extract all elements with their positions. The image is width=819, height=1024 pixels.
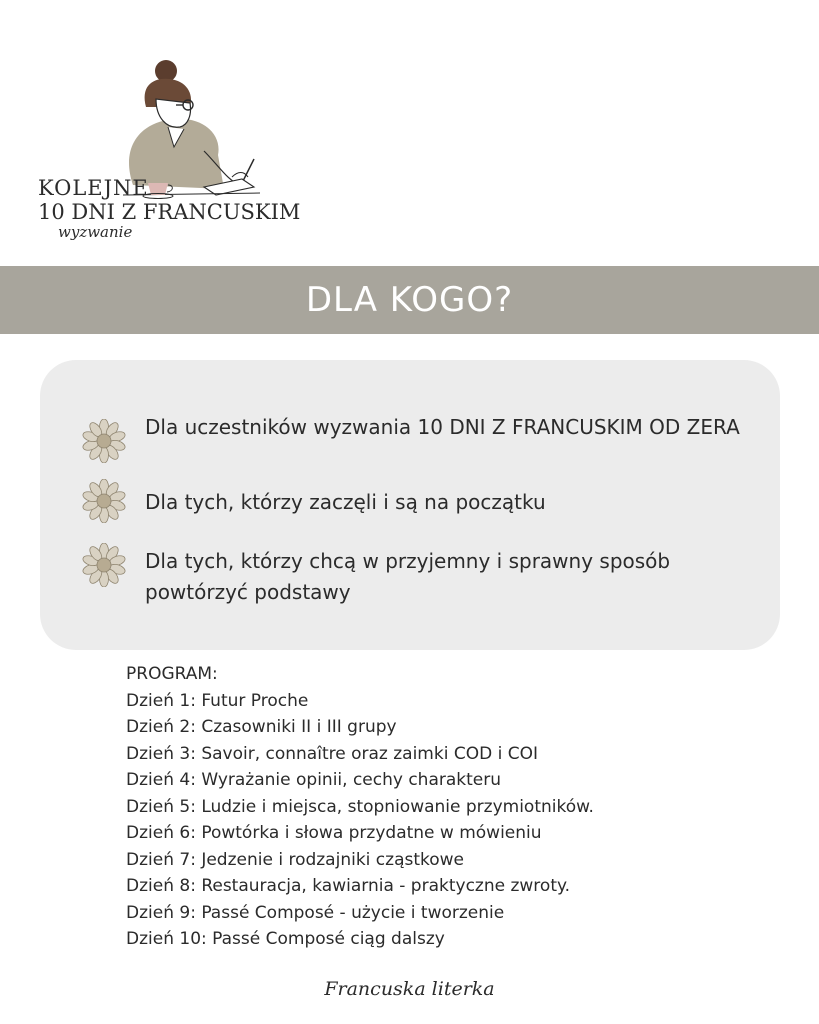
audience-item-text: Dla uczestników wyzwania 10 DNI Z FRANCUSKIM OD ZERA: [145, 415, 740, 439]
audience-item-text: Dla tych, którzy chcą w przyjemny i sprawny sposób powtórzyć podstawy: [145, 549, 671, 604]
program-day: Dzień 2: Czasowniki II i III grupy: [126, 717, 397, 737]
program-day: Dzień 7: Jedzenie i rodzajniki cząstkowe: [126, 849, 465, 870]
logo-line-kolejne: KOLEJNE: [38, 176, 149, 200]
program-day: Dzień 6: Powtórka i słowa przydatne w mówieniu: [126, 823, 542, 843]
daisy-icon: [82, 479, 126, 523]
audience-item-text: Dla tych, którzy zaczęli i są na początku: [145, 490, 546, 514]
program-day: Dzień 10: Passé Composé ciąg dalszy: [126, 929, 445, 949]
program-day: Dzień 5: Ludzie i miejsca, stopniowanie przymiotników.: [126, 796, 594, 817]
brand-signature: Francuska literka: [324, 978, 495, 1000]
challenge-logo: [28, 55, 301, 265]
program-day: Dzień 9: Passé Composé - użycie i tworzenie: [126, 902, 505, 923]
program-list: [126, 661, 776, 953]
program-day: Dzień 3: Savoir, connaître oraz zaimki COD i COI: [126, 743, 538, 764]
section-title: DLA KOGO?: [305, 280, 514, 320]
program-day: Dzień 8: Restauracja, kawiarnia - praktyczne zwroty.: [126, 876, 571, 896]
logo-script-wyzwanie: wyzwanie: [58, 223, 133, 241]
program-day: Dzień 4: Wyrażanie opinii, cechy charakteru: [126, 770, 502, 790]
daisy-icon: [82, 543, 126, 587]
program-day: Dzień 1: Futur Proche: [126, 690, 309, 711]
program-heading: PROGRAM:: [126, 664, 218, 684]
section-banner: [0, 266, 819, 334]
audience-card: [40, 360, 780, 650]
logo-line-title: 10 DNI Z FRANCUSKIM: [38, 200, 301, 224]
daisy-icon: [82, 419, 126, 463]
